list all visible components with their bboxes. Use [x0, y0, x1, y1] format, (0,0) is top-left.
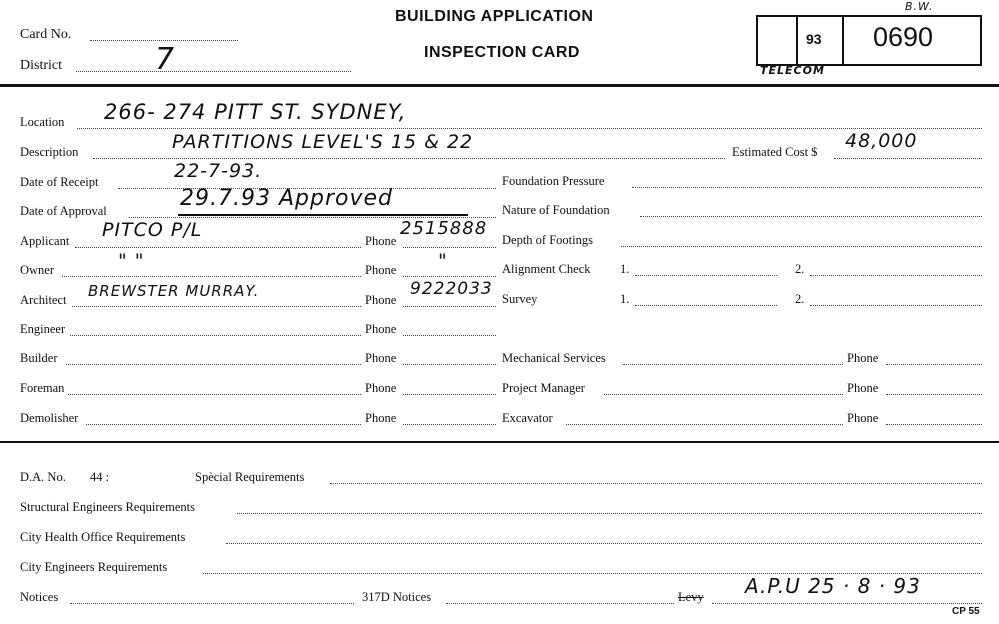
engineer-phone-field[interactable] [403, 335, 496, 336]
mechanical-phone-label: Phone [847, 351, 879, 365]
survey-num-1: 1. [620, 292, 630, 306]
file-number-box [756, 15, 982, 66]
owner-phone-field[interactable] [403, 276, 496, 277]
mechanical-services-field[interactable] [623, 364, 843, 365]
city-health-label: City Health Office Requirements [20, 530, 186, 544]
excavator-phone-label: Phone [847, 411, 879, 425]
foundation-pressure-label: Foundation Pressure [502, 174, 605, 188]
demolisher-phone-label: Phone [365, 411, 397, 425]
location-value: 266- 274 PITT ST. SYDNEY, [104, 100, 407, 124]
survey-field-1[interactable] [635, 305, 777, 306]
foreman-phone-label: Phone [365, 381, 397, 395]
header-rule [0, 84, 999, 87]
title-line-2: INSPECTION CARD [424, 44, 580, 61]
box-divider-1 [796, 17, 798, 64]
foreman-phone-field[interactable] [403, 394, 496, 395]
excavator-field[interactable] [566, 424, 843, 425]
alignment-check-label: Alignment Check [502, 262, 591, 276]
district-value: 7 [155, 42, 176, 77]
depth-footings-field[interactable] [621, 246, 982, 247]
mechanical-phone-field[interactable] [886, 364, 982, 365]
project-manager-phone-field[interactable] [886, 394, 982, 395]
builder-phone-label: Phone [365, 351, 397, 365]
box-code: 93 [806, 31, 822, 47]
location-field[interactable] [77, 128, 982, 129]
description-field[interactable] [93, 158, 725, 159]
engineer-label: Engineer [20, 322, 66, 336]
owner-value: " " [118, 250, 145, 272]
notices-317d-field[interactable] [446, 603, 674, 604]
card-no-label: Card No. [20, 27, 72, 42]
da-no-value: 44 : [90, 470, 110, 484]
alignment-check-field-1[interactable] [635, 275, 777, 276]
survey-label: Survey [502, 292, 538, 306]
date-receipt-label: Date of Receipt [20, 175, 99, 189]
note-bw: B.W. [905, 0, 934, 13]
alignment-check-num-1: 1. [620, 262, 630, 276]
demolisher-phone-field[interactable] [403, 424, 496, 425]
date-approval-value: 29.7.93 Approved [180, 186, 393, 211]
applicant-value: PITCO P/L [102, 219, 203, 241]
special-requirements-label: Spècial Requirements [195, 470, 305, 484]
project-manager-label: Project Manager [502, 381, 585, 395]
project-manager-phone-label: Phone [847, 381, 879, 395]
excavator-phone-field[interactable] [886, 424, 982, 425]
architect-field[interactable] [72, 306, 361, 307]
depth-footings-label: Depth of Footings [502, 233, 593, 247]
estimated-cost-label: Estimated Cost $ [732, 145, 818, 159]
notices-field[interactable] [70, 603, 354, 604]
estimated-cost-field[interactable] [834, 158, 982, 159]
owner-phone-value: " [438, 250, 448, 272]
engineer-field[interactable] [70, 335, 361, 336]
form-code: CP 55 [952, 606, 980, 617]
levy-value: A.P.U 25 · 8 · 93 [745, 574, 921, 598]
city-engineers-label: City Engineers Requirements [20, 560, 168, 574]
architect-phone-value: 9222033 [410, 279, 493, 299]
applicant-phone-label: Phone [365, 234, 397, 248]
city-health-field[interactable] [226, 543, 982, 544]
structural-engineers-label: Structural Engineers Requirements [20, 500, 195, 514]
title-line-1: BUILDING APPLICATION [395, 8, 594, 25]
excavator-label: Excavator [502, 411, 553, 425]
district-label: District [20, 58, 62, 73]
date-approval-label: Date of Approval [20, 204, 107, 218]
architect-value: BREWSTER MURRAY. [88, 282, 260, 300]
foundation-pressure-field[interactable] [632, 187, 982, 188]
demolisher-field[interactable] [86, 424, 361, 425]
owner-field[interactable] [62, 276, 361, 277]
approval-underline [178, 214, 468, 216]
description-label: Description [20, 145, 79, 159]
architect-label: Architect [20, 293, 67, 307]
estimated-cost-value: 48,000 [845, 130, 918, 152]
foreman-field[interactable] [68, 394, 361, 395]
applicant-phone-field[interactable] [403, 247, 496, 248]
note-telecom: TELECOM [760, 64, 825, 77]
applicant-label: Applicant [20, 234, 70, 248]
da-no-label: D.A. No. [20, 470, 66, 484]
builder-label: Builder [20, 351, 58, 365]
mechanical-services-label: Mechanical Services [502, 351, 606, 365]
project-manager-field[interactable] [604, 394, 843, 395]
description-value: PARTITIONS LEVEL'S 15 & 22 [172, 131, 474, 153]
survey-num-2: 2. [795, 292, 805, 306]
notices-317d-label: 317D Notices [362, 590, 432, 604]
builder-field[interactable] [66, 364, 361, 365]
owner-label: Owner [20, 263, 55, 277]
architect-phone-label: Phone [365, 293, 397, 307]
alignment-check-field-2[interactable] [810, 275, 982, 276]
structural-engineers-field[interactable] [237, 513, 982, 514]
notices-label: Notices [20, 590, 59, 604]
box-divider-2 [842, 17, 844, 64]
architect-phone-field[interactable] [403, 306, 496, 307]
card-no-field[interactable] [90, 40, 238, 41]
date-receipt-value: 22-7-93. [174, 160, 263, 182]
owner-phone-label: Phone [365, 263, 397, 277]
middle-rule [0, 441, 999, 443]
engineer-phone-label: Phone [365, 322, 397, 336]
location-label: Location [20, 115, 65, 129]
survey-field-2[interactable] [810, 305, 982, 306]
foreman-label: Foreman [20, 381, 65, 395]
applicant-phone-value: 2515888 [400, 218, 488, 239]
district-field[interactable] [76, 71, 351, 72]
nature-foundation-label: Nature of Foundation [502, 203, 610, 217]
applicant-field[interactable] [75, 247, 361, 248]
levy-field[interactable] [712, 603, 982, 604]
special-requirements-field[interactable] [330, 483, 982, 484]
alignment-check-num-2: 2. [795, 262, 805, 276]
levy-label: Levy [678, 590, 704, 604]
nature-foundation-field[interactable] [640, 216, 982, 217]
builder-phone-field[interactable] [403, 364, 496, 365]
demolisher-label: Demolisher [20, 411, 79, 425]
box-number: 0690 [873, 22, 934, 52]
